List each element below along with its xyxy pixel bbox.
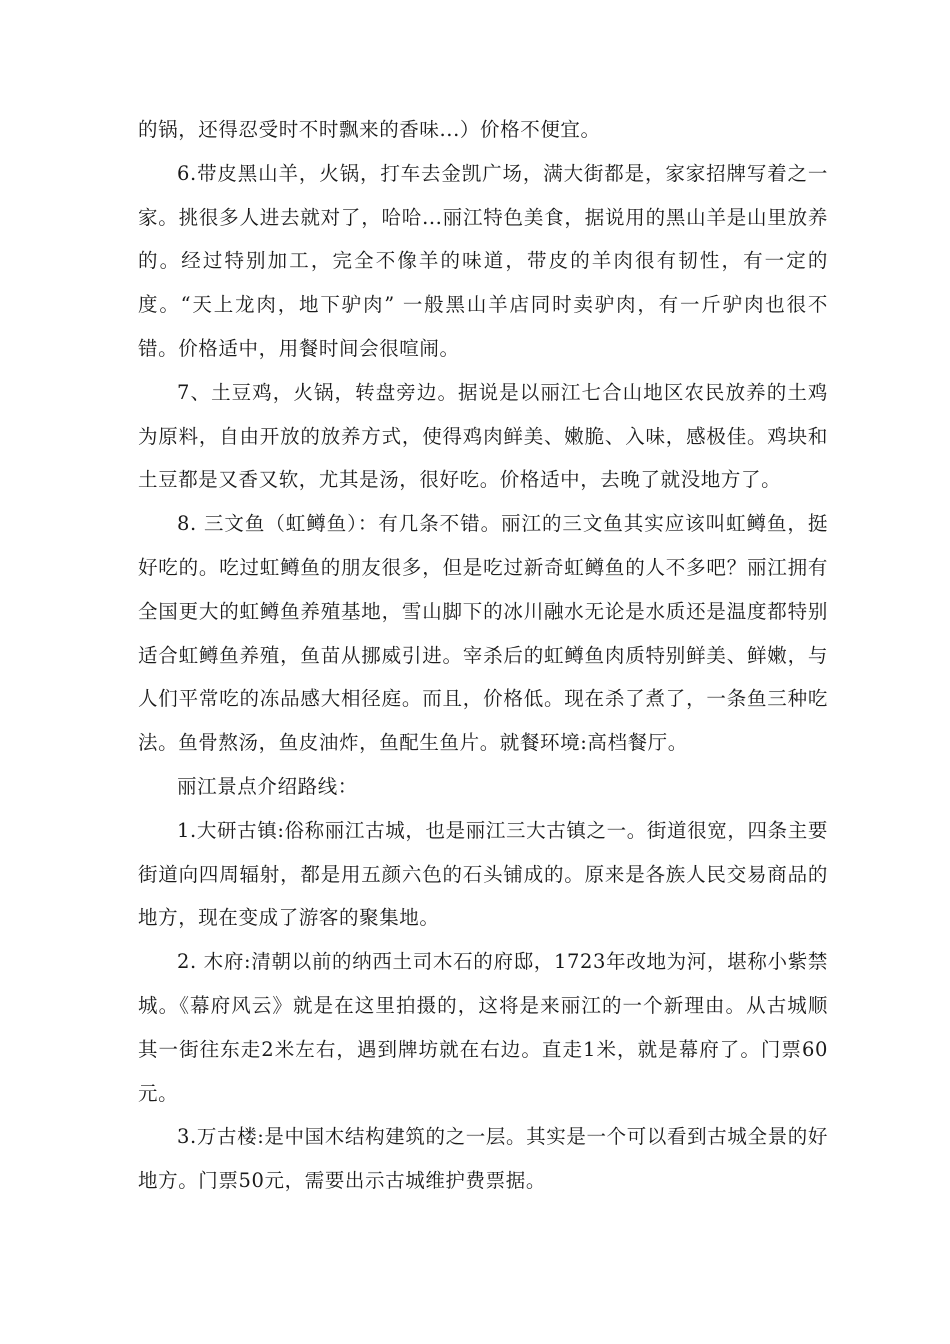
paragraph-black-goat: 6.带皮黑山羊，火锅，打车去金凯广场，满大街都是，家家招牌写着之一家。挑很多人进去就对了，哈哈...丽江特色美食，据说用的黑山羊是山里放养的。经过特别加工，完全不像羊的味道，带皮的羊肉很有韧性，有一定的度。“天上龙肉，地下驴肉” 一般黑山羊店同时卖驴肉，有一斤驴肉也很不错。价格适中，用餐时间会很喧闹。 <box>138 161 828 360</box>
paragraph-wangu-tower: 3.万古楼:是中国木结构建筑的之一层。其实是一个可以看到古城全景的好地方。门票50元，需要出示古城维护费票据。 <box>138 1125 828 1193</box>
paragraph-mu-mansion: 2. 木府:清朝以前的纳西土司木石的府邸，1723年改地为河，堪称小紫禁城。《幕府风云》就是在这里拍摄的，这将是来丽江的一个新理由。从古城顺其一街往东走2米左右，遇到牌坊就在右边。直走1米，就是幕府了。门票60元。 <box>138 950 828 1105</box>
paragraph-potato-chicken: 7、土豆鸡，火锅，转盘旁边。据说是以丽江七合山地区农民放养的土鸡为原料，自由开放的放养方式，使得鸡肉鲜美、嫩脆、入味，感极佳。鸡块和土豆都是又香又软，尤其是汤，很好吃。价格适中，去晚了就没地方了。 <box>138 380 828 492</box>
paragraph-trout: 8. 三文鱼（虹鳟鱼）：有几条不错。丽江的三文鱼其实应该叫虹鳟鱼，挺好吃的。吃过虹鳟鱼的朋友很多，但是吃过新奇虹鳟鱼的人不多吧？丽江拥有全国更大的虹鳟鱼养殖基地，雪山脚下的冰川融水无论是水质还是温度都特别适合虹鳟鱼养殖，鱼苗从挪威引进。宰杀后的虹鳟鱼肉质特别鲜美、鲜嫩，与人们平常吃的冻品感大相径庭。而且，价格低。现在杀了煮了，一条鱼三种吃法。鱼骨熬汤，鱼皮油炸，鱼配生鱼片。就餐环境:高档餐厅。 <box>138 512 828 755</box>
section-heading-attractions: 丽江景点介绍路线： <box>177 774 358 798</box>
paragraph-dayan-old-town: 1.大研古镇:俗称丽江古城，也是丽江三大古镇之一。街道很宽，四条主要街道向四周辐射，都是用五颜六色的石头铺成的。原来是各族人民交易商品的地方，现在变成了游客的聚集地。 <box>138 818 828 930</box>
paragraph-continuation: 的锅，还得忍受时不时飘来的香味...）价格不便宜。 <box>138 118 601 141</box>
document-body <box>138 108 828 1203</box>
